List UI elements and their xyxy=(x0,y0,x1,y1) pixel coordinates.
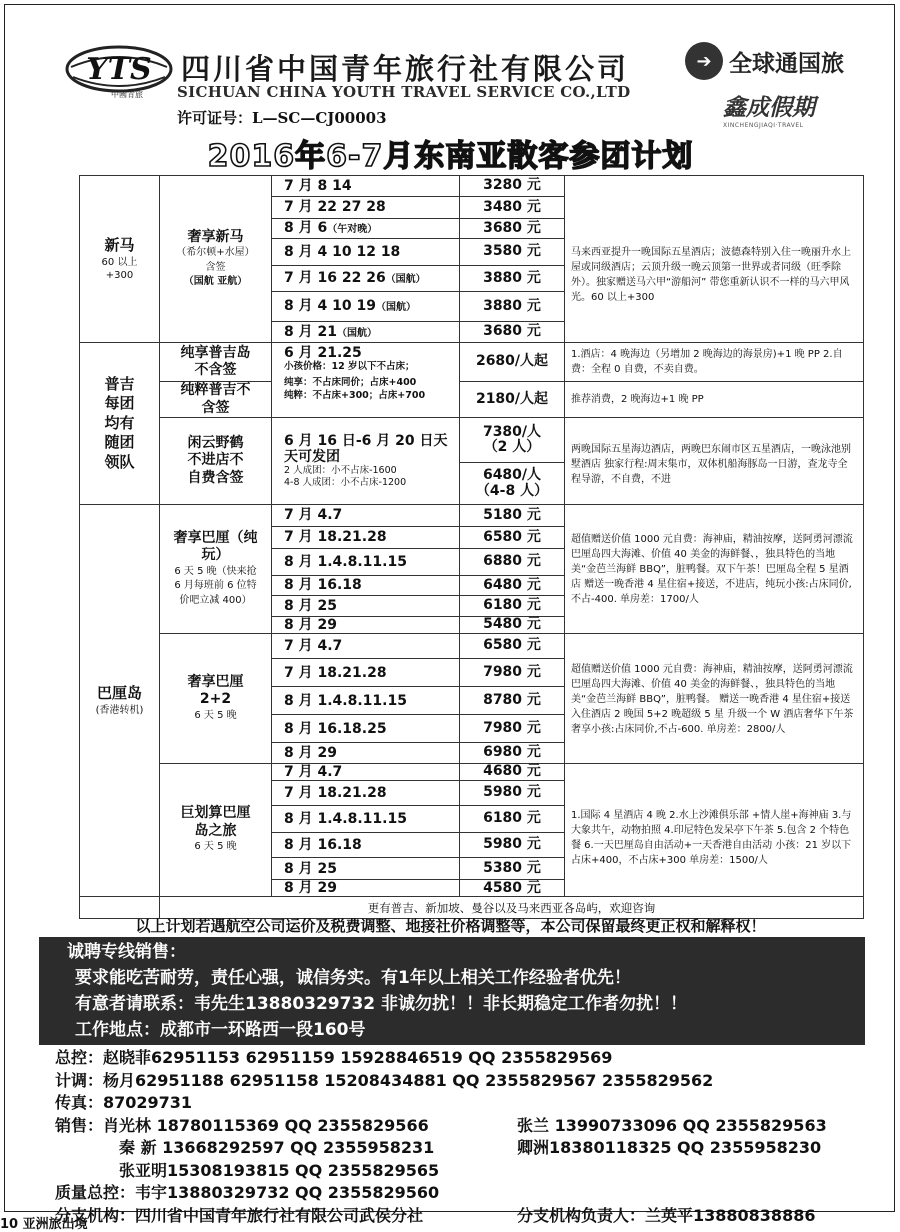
price-cell: 5480 元 xyxy=(460,617,565,634)
price-cell: 6580 元 xyxy=(460,634,565,659)
date-cell: 7 月 4.7 xyxy=(272,505,460,527)
company-name-en: SICHUAN CHINA YOUTH TRAVEL SERVICE CO.,LTD xyxy=(177,83,631,101)
date-cell: 7 月 4.7 xyxy=(272,764,460,781)
disclaimer: 以上计划若遇航空公司运价及税费调整、地接社价格调整等，本公司保留最终更正权和解释权！ xyxy=(135,917,766,935)
header xyxy=(5,5,896,174)
date-cell: 7 月 4.7 xyxy=(272,634,460,659)
table-row xyxy=(80,418,864,463)
price-cell: 7980 元 xyxy=(460,659,565,687)
pkg-phuket-2: 纯粹普吉不含签 xyxy=(160,382,272,418)
recruit-title: 诚聘专线销售： xyxy=(67,942,186,962)
date-cell: 7 月 8 14 xyxy=(272,176,460,197)
recruit-requirements: 要求能吃苦耐劳，责任心强，诚信务实。有1年以上相关工作经验者优先！ xyxy=(75,968,631,988)
price-cell: 4680 元 xyxy=(460,764,565,781)
contact-sales-2a: 秦 新 13668292597 QQ 2355958231 xyxy=(119,1138,435,1157)
desc-phuket-3: 两晚国际五星海边酒店，两晚巴东闹市区五星酒店，一晚泳池别墅酒店 独家行程:周末集市，双体机船海豚岛一日游，查龙寺全程导游，不自费，不进 xyxy=(565,418,864,505)
page-title: 2016年6-7月东南亚散客参团计划 xyxy=(207,139,694,174)
price-cell: 3580 元 xyxy=(460,239,565,266)
contact-sales-1b: 张兰 13990733096 QQ 2355829563 xyxy=(517,1115,827,1135)
price-cell: 5380 元 xyxy=(460,858,565,880)
price-cell: 3880 元 xyxy=(460,266,565,292)
date-cell: 8 月 1.4.8.11.15 xyxy=(272,549,460,576)
desc-bali-2: 超值赠送价值 1000 元自费：海神庙，精油按摩，送阿勇河漂流 巴厘岛四大海滩、价值 40 美金的海鲜餐、，独具特色的当地美“金芭兰海鲜 BBQ”，脏鸭餐。 赠送一晚香港 4 星住宿+接送 入住酒店 2 晚国 5+2 晚超级 5 星 升级一个 W 酒店奢华下午茶 奢享小孩:占床同价,不占-600. 单房差：2800/人 xyxy=(565,634,864,764)
price-cell: 6180 元 xyxy=(460,596,565,617)
price-cell: 6580 元 xyxy=(460,527,565,549)
brand-global xyxy=(685,41,844,81)
desc-phuket-1: 1.酒店：4 晚海边（另增加 2 晚海边的海景房)+1 晚 PP 2.自费：全程 0 自费，不卖自费。 xyxy=(565,343,864,382)
pkg-xinma: 奢享新马 （希尔顿+水屋） 含签 （国航 亚航） xyxy=(160,176,272,343)
price-cell: 3280 元 xyxy=(460,176,565,197)
contact-sales-3: 张亚明15308193815 QQ 2355829565 xyxy=(119,1160,440,1180)
dest-xinma: 新马 60 以上 +300 xyxy=(80,176,160,343)
brand-xincheng-text: 鑫成假期 xyxy=(723,95,815,121)
date-cell: 6 月 21.25 小孩价格：12 岁以下不占床； 纯享：不占床同价；占床+400 纯粹：不占床+300；占床+700 xyxy=(272,343,460,418)
date-cell: 8 月 25 xyxy=(272,858,460,880)
contact-fax: 传真：87029731 xyxy=(55,1093,193,1112)
price-cell: 7380/人（2 人） xyxy=(460,418,565,463)
price-cell: 3480 元 xyxy=(460,197,565,219)
table-row xyxy=(80,382,864,418)
date-cell: 7 月 18.21.28 xyxy=(272,527,460,549)
price-cell: 5180 元 xyxy=(460,505,565,527)
desc-phuket-2: 推荐消费，2 晚海边+1 晚 PP xyxy=(565,382,864,418)
company-name-cn: 四川省中国青年旅行社有限公司 xyxy=(181,52,630,86)
recruit-contact: 有意者请联系：韦先生13880329732 非诚勿扰！！非长期稳定工作者勿扰！！ xyxy=(75,994,688,1014)
dest-bali: 巴厘岛 (香港转机) xyxy=(80,505,160,897)
price-cell: 7980 元 xyxy=(460,715,565,743)
table-row xyxy=(80,634,864,659)
price-cell: 6880 元 xyxy=(460,549,565,576)
date-cell: 8 月 16.18 xyxy=(272,576,460,596)
desc-xinma: 马来西亚提升一晚国际五星酒店；波德森特别入住一晚丽升水上屋或同级酒店；云顶升级一晚云顶第一世界或者同级（旺季除外）。独家赠送马六甲“游船河” 带您重新认识不一样的马六甲风光。60 以上+300 xyxy=(565,176,864,343)
price-cell: 5980 元 xyxy=(460,781,565,806)
price-cell: 2680/人起 xyxy=(460,343,565,382)
contact-planning: 计调：杨月62951188 62951158 15208434881 QQ 2355829567 2355829562 xyxy=(55,1070,714,1090)
pkg-bali-1: 奢享巴厘（纯玩） 6 天 5 晚（快来抢 6 月每班前 6 位特价吧立减 400） xyxy=(160,505,272,634)
price-cell: 3680 元 xyxy=(460,322,565,343)
price-cell: 5980 元 xyxy=(460,833,565,858)
price-cell: 4580 元 xyxy=(460,880,565,897)
recruit-banner xyxy=(39,937,865,1045)
brand-xincheng-sub: XINCHENGJIAQI·TRAVEL xyxy=(723,122,804,129)
date-cell: 8 月 16.18 xyxy=(272,833,460,858)
contact-sales-1 xyxy=(55,1115,827,1138)
date-cell: 8 月 1.4.8.11.15 xyxy=(272,806,460,833)
contact-sales-2b: 卿洲18380118325 QQ 2355958230 xyxy=(517,1138,822,1157)
date-cell: 8 月 1.4.8.11.15 xyxy=(272,687,460,715)
pkg-phuket-3: 闲云野鹤不进店不自费含签 xyxy=(160,418,272,505)
logo-text: YTS xyxy=(86,52,152,87)
table-row xyxy=(80,343,864,382)
date-cell: 7 月 16 22 26（国航） xyxy=(272,266,460,292)
date-cell: 7 月 22 27 28 xyxy=(272,197,460,219)
contact-general: 总控：赵晓菲62951153 62951159 15928846519 QQ 2355829569 xyxy=(55,1048,613,1067)
dest-phuket: 普吉每团均有随团领队 xyxy=(80,343,160,505)
date-cell: 8 月 29 xyxy=(272,743,460,764)
date-cell: 8 月 6（午对晚） xyxy=(272,219,460,239)
pkg-bali-3: 巨划算巴厘岛之旅 6 天 5 晚 xyxy=(160,764,272,897)
price-cell: 8780 元 xyxy=(460,687,565,715)
contact-branch-manager: 分支机构负责人：兰英平13880838886 xyxy=(517,1205,816,1225)
page-footer-note: 10 亚洲旅出境 xyxy=(0,1217,88,1232)
recruit-location: 工作地点：成都市一环路西一段160号 xyxy=(75,1020,366,1040)
license-number: 许可证号：L—SC—CJ00003 xyxy=(177,109,387,127)
price-cell: 3880 元 xyxy=(460,292,565,322)
date-cell: 8 月 4 10 19（国航） xyxy=(272,292,460,322)
date-cell: 8 月 4 10 12 18 xyxy=(272,239,460,266)
date-cell: 7 月 18.21.28 xyxy=(272,659,460,687)
date-cell: 8 月 29 xyxy=(272,880,460,897)
date-cell: 8 月 21（国航） xyxy=(272,322,460,343)
price-cell: 6480 元 xyxy=(460,576,565,596)
desc-bali-3: 1.国际 4 星酒店 4 晚 2.水上沙滩俱乐部 +情人崖+海神庙 3.与大象共午，动物拍照 4.印尼特色发呆亭下午茶 5.包含 2 个特色餐 6.一天巴厘岛自由活动+一天香港自由活动 小孩：21 岁以下占床+400，不占床+300 单房差：1500/人 xyxy=(565,764,864,897)
price-cell: 3680 元 xyxy=(460,219,565,239)
table-row xyxy=(80,176,864,197)
date-cell: 8 月 29 xyxy=(272,617,460,634)
contact-quality: 质量总控：韦宇13880329732 QQ 2355829560 xyxy=(55,1183,440,1202)
contact-branch xyxy=(55,1205,816,1228)
price-cell: 6980 元 xyxy=(460,743,565,764)
brand-global-text: 全球通国旅 xyxy=(729,50,844,77)
date-cell: 7 月 18.21.28 xyxy=(272,781,460,806)
brand-xincheng xyxy=(723,89,815,129)
logo-subtext: 中國青旅 xyxy=(111,90,143,99)
desc-bali-1: 超值赠送价值 1000 元自费：海神庙，精油按摩，送阿勇河漂流 巴厘岛四大海滩、价值 40 美金的海鲜餐、，独具特色的当地美“金芭兰海鲜 BBQ”，脏鸭餐。双下午茶！巴厘岛全程 5 星酒店 赠送一晚香港 4 星住宿+接送，不进店，纯玩小孩:占床同价,不占-400. 单房差：1700/人 xyxy=(565,505,864,634)
table-row xyxy=(80,764,864,781)
date-cell: 6 月 16 日-6 月 20 日天天可发团 2 人成团：小不占床-1600 4-8 人成团：小不占床-1200 xyxy=(272,418,460,505)
arrow-right-icon: ➔ xyxy=(685,42,723,80)
price-cell: 6180 元 xyxy=(460,806,565,833)
pkg-bali-2: 奢享巴厘 2+2 6 天 5 晚 xyxy=(160,634,272,764)
contacts xyxy=(55,1047,827,1227)
yts-logo-icon xyxy=(63,37,175,107)
pkg-phuket-1: 纯享普吉岛不含签 xyxy=(160,343,272,382)
date-cell: 8 月 25 xyxy=(272,596,460,617)
price-cell: 6480/人（4-8 人） xyxy=(460,463,565,505)
price-cell: 2180/人起 xyxy=(460,382,565,418)
contact-sales-2 xyxy=(55,1137,822,1160)
more-info: 更有普吉、新加坡、曼谷以及马来西亚各岛屿，欢迎咨询 xyxy=(160,897,864,919)
tour-plan-table xyxy=(79,175,864,919)
contact-branch-name: 分支机构：四川省中国青年旅行社有限公司武侯分社 xyxy=(55,1205,424,1225)
contact-sales-1a: 销售：肖光林 18780115369 QQ 2355829566 xyxy=(55,1115,429,1135)
table-row xyxy=(80,505,864,527)
date-cell: 8 月 16.18.25 xyxy=(272,715,460,743)
